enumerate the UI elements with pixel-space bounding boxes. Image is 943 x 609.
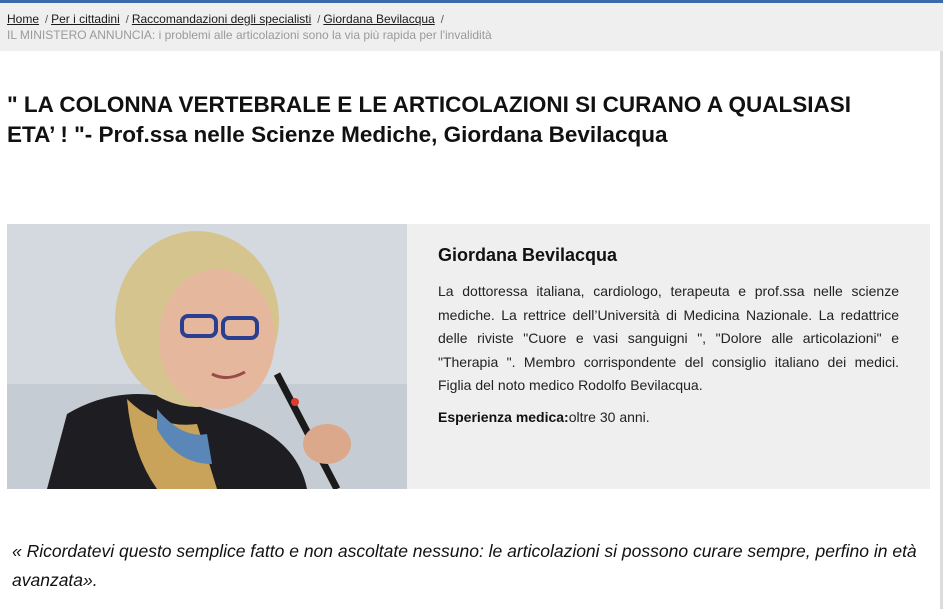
breadcrumb [7,12,447,26]
author-bio-text: La dottoressa italiana, cardiologo, terapeuta e prof.ssa nelle scienze mediche. La rettrice dell’Università di Medicina Nazionale. La redattrice delle riviste "Cuore e vasi sanguigni ", "Dolore alle articolazioni" e "Therapia ". Membro corrispondente del consiglio italiano dei medici. Figlia del noto medico Rodolfo Bevilacqua. [438,283,899,393]
experience-value: oltre 30 anni. [568,408,650,425]
breadcrumb-author-link[interactable]: Giordana Bevilacqua [323,12,435,26]
breadcrumb-separator: / [317,14,321,26]
breadcrumb-area [0,3,943,51]
breadcrumb-separator: / [125,14,129,26]
breadcrumb-separator: / [440,14,444,26]
person-photo-icon [7,224,407,489]
breadcrumb-raccomandazioni-link[interactable]: Raccomandazioni degli specialisti [131,12,312,26]
breadcrumb-separator: / [45,14,49,26]
experience-label: Esperienza medica: [438,408,569,425]
article-title: " LA COLONNA VERTEBRALE E LE ARTICOLAZIONI SI CURANO A QUALSIASI ETA’ ! "- Prof.ssa nelle Scienze Mediche, Giordana Bevilacqua [7,92,852,147]
author-photo [7,224,407,489]
author-bio-panel [407,224,930,489]
breadcrumb-home-link[interactable]: Home [7,12,40,26]
breadcrumb-cittadini-link[interactable]: Per i cittadini [51,12,120,26]
author-quote: « Ricordatevi questo semplice fatto e non ascoltate nessuno: le articolazioni si possono curare sempre, perfino in età avanzata». [12,541,917,590]
author-name: Giordana Bevilacqua [438,245,618,265]
author-experience [438,409,899,425]
breadcrumb-current-page: IL MINISTERO ANNUNCIA: i problemi alle articolazioni sono la via più rapida per l'invalidità [7,28,492,42]
